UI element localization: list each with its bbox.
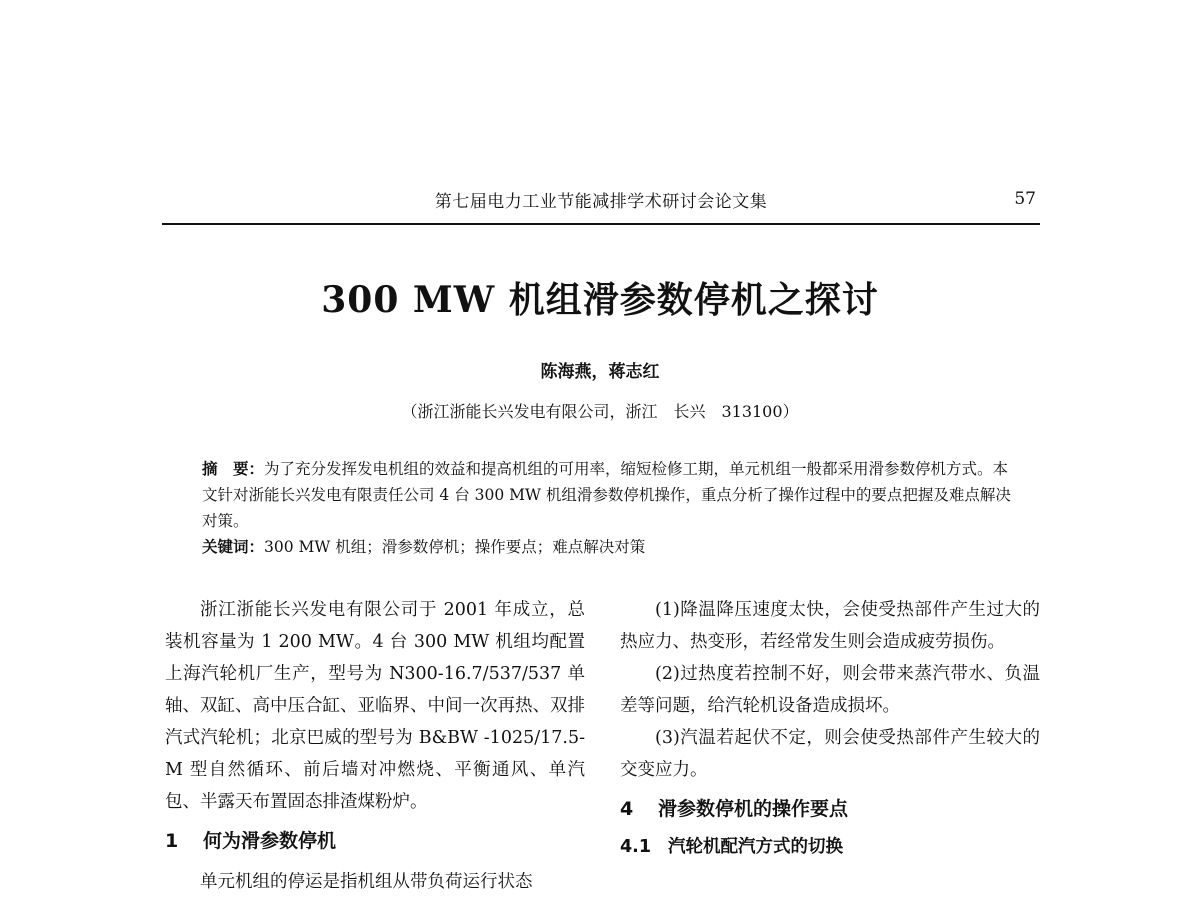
affiliation: （浙江浙能长兴发电有限公司，浙江 长兴 313100）: [401, 402, 799, 421]
section-4-1-heading: [620, 834, 1040, 860]
right-column: [620, 594, 1040, 860]
left-column: [165, 594, 585, 898]
section-4-heading: [620, 796, 1040, 822]
keywords-text: 300 MW 机组；滑参数停机；操作要点；难点解决对策: [264, 538, 646, 556]
keywords-label: 关键词：: [202, 538, 265, 556]
keywords-paragraph: [202, 534, 1022, 560]
list-item-1: (1)降温降压速度太快，会使受热部件产生过大的热应力、热变形，若经常发生则会造成疲劳损伤。: [620, 600, 1040, 652]
list-item-2: (2)过热度若控制不好，则会带来蒸汽带水、负温差等问题，给汽轮机设备造成损坏。: [620, 664, 1040, 716]
journal-title: 第七届电力工业节能减排学术研讨会论文集: [434, 192, 768, 212]
section-4-number: 4: [620, 798, 634, 820]
paper-title: 300 MW 机组滑参数停机之探讨: [321, 279, 879, 321]
section-1-number: 1: [165, 830, 179, 852]
abstract-text: 为了充分发挥发电机组的效益和提高机组的可用率，缩短检修工期，单元机组一般都采用滑参数停机方式。本文针对浙能长兴发电有限责任公司 4 台 300 MW 机组滑参数停机操作，重点分析了操作过程中的要点把握及难点解决对策。: [202, 460, 1011, 530]
abstract-label: 摘 要：: [202, 460, 265, 478]
section-4-title: 滑参数停机的操作要点: [658, 798, 849, 820]
section-4-1-title: 汽轮机配汽方式的切换: [668, 837, 843, 857]
running-header: [162, 183, 1040, 225]
list-item-3: (3)汽温若起伏不定，则会使受热部件产生较大的交变应力。: [620, 728, 1040, 780]
abstract-block: [202, 456, 1022, 560]
section-1-heading: [165, 828, 585, 854]
abstract-paragraph: [202, 456, 1022, 534]
page-number: 57: [1014, 189, 1036, 209]
section-1-paragraph: 单元机组的停运是指机组从带负荷运行状态: [200, 872, 533, 892]
section-4-1-number: 4.1: [620, 837, 652, 857]
authors: 陈海燕，蒋志红: [540, 362, 660, 382]
intro-paragraph: 浙江浙能长兴发电有限公司于 2001 年成立，总装机容量为 1 200 MW。4 台 300 MW 机组均配置上海汽轮机厂生产，型号为 N300-16.7/537/537 单轴、双缸、高中压合缸、亚临界、中间一次再热、双排汽式汽轮机；北京巴威的型号为 B&BW -1025/17.5-M 型自然循环、前后墙对冲燃烧、平衡通风、单汽包、半露天布置固态排渣煤粉炉。: [165, 600, 585, 812]
section-1-title: 何为滑参数停机: [203, 830, 337, 852]
